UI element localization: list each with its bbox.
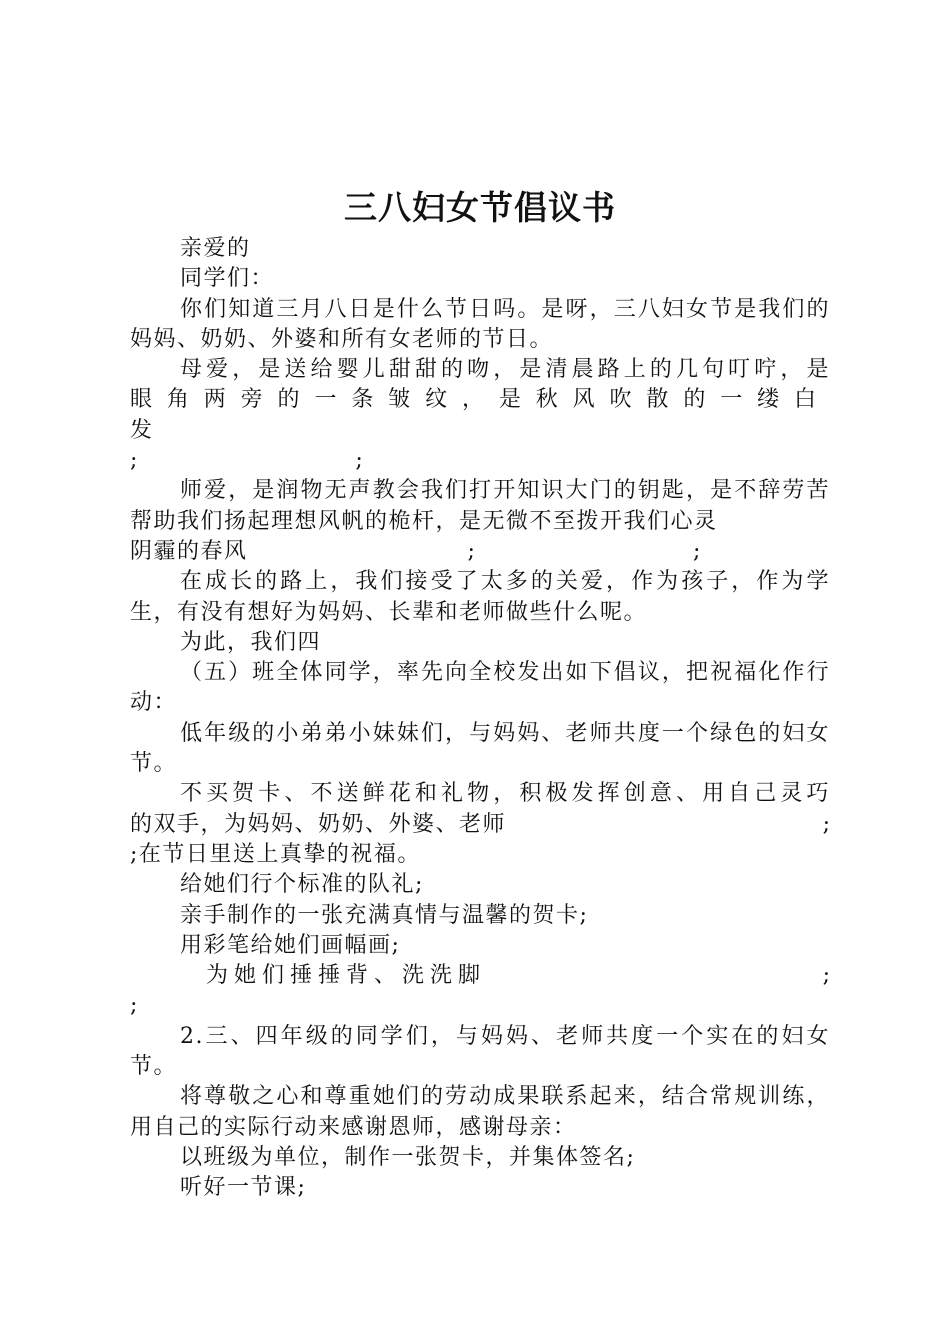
paragraph-no-gifts-line-3: ;在节日里送上真挚的祝福。 [130,841,421,867]
item-card: 亲手制作的一张充满真情与温馨的贺卡; [180,902,589,928]
no-gifts-text: 的双手，为妈妈、奶奶、外婆、老师 [130,811,507,837]
paragraph-teacher-love-end [130,537,830,567]
semicolon: ; [822,963,830,989]
semicolon: ; [130,448,138,474]
salutation-line-2: 同学们： [180,266,275,292]
paragraph-no-gifts-line-1: 不买贺卡、不送鲜花和礼物，积极发挥创意、用自己灵巧 [180,781,830,807]
semicolon: ; [692,538,701,564]
item-salute: 给她们行个标准的队礼; [180,872,424,898]
semicolon: ; [822,811,830,837]
item-massage-end: ; [130,993,139,1019]
paragraph-therefore: 为此，我们四 [180,629,322,655]
semicolon: ; [467,538,475,564]
paragraph-mother-love-line-1: 母爱，是送给婴儿甜甜的吻，是清晨路上的几句叮咛，是 [180,357,830,383]
teacher-love-tail: 阴霾的春风 [130,538,248,564]
document-title: 三八妇女节倡议书 [344,188,616,227]
item-massage [130,961,830,991]
paragraph-class-proposal: （五）班全体同学，率先向全校发出如下倡议，把祝福化作行动： [130,660,830,716]
paragraph-growing-up: 在成长的路上，我们接受了太多的关爱，作为孩子，作为学生，有没有想好为妈妈、长辈和老师做些什么呢。 [130,569,830,625]
item-drawing: 用彩笔给她们画幅画; [180,932,401,958]
item-listen: 听好一节课; [180,1175,307,1201]
document-page [130,186,830,1204]
paragraph-teacher-love: 师爱，是润物无声教会我们打开知识大门的钥匙，是不辞劳苦帮助我们扬起理想风帆的桅杆，是无微不至拨开我们心灵 [130,478,830,534]
paragraph-respect: 将尊敬之心和尊重她们的劳动成果联系起来，结合常规训练，用自己的实际行动来感谢恩师，感谢母亲： [130,1084,830,1140]
massage-text: 为她们捶捶背、洗洗脚 [206,963,487,989]
paragraph-lower-grades: 低年级的小弟弟小妹妹们，与妈妈、老师共度一个绿色的妇女节。 [130,720,830,777]
paragraph-mother-love-line-2: 眼角两旁的一条皱纹，是秋风吹散的一缕白发 [130,387,830,443]
item-class-card: 以班级为单位，制作一张贺卡，并集体签名; [180,1144,636,1170]
semicolon: ; [355,448,363,474]
paragraph-middle-grades: 2.三、四年级的同学们，与妈妈、老师共度一个实在的妇女节。 [130,1023,830,1080]
paragraph-mother-love-line-3 [130,446,830,476]
paragraph-no-gifts-line-2 [130,810,830,840]
salutation-line-1: 亲爱的 [180,236,251,261]
paragraph-intro: 你们知道三月八日是什么节日吗。是呀，三八妇女节是我们的妈妈、奶奶、外婆和所有女老师的节日。 [130,296,830,352]
